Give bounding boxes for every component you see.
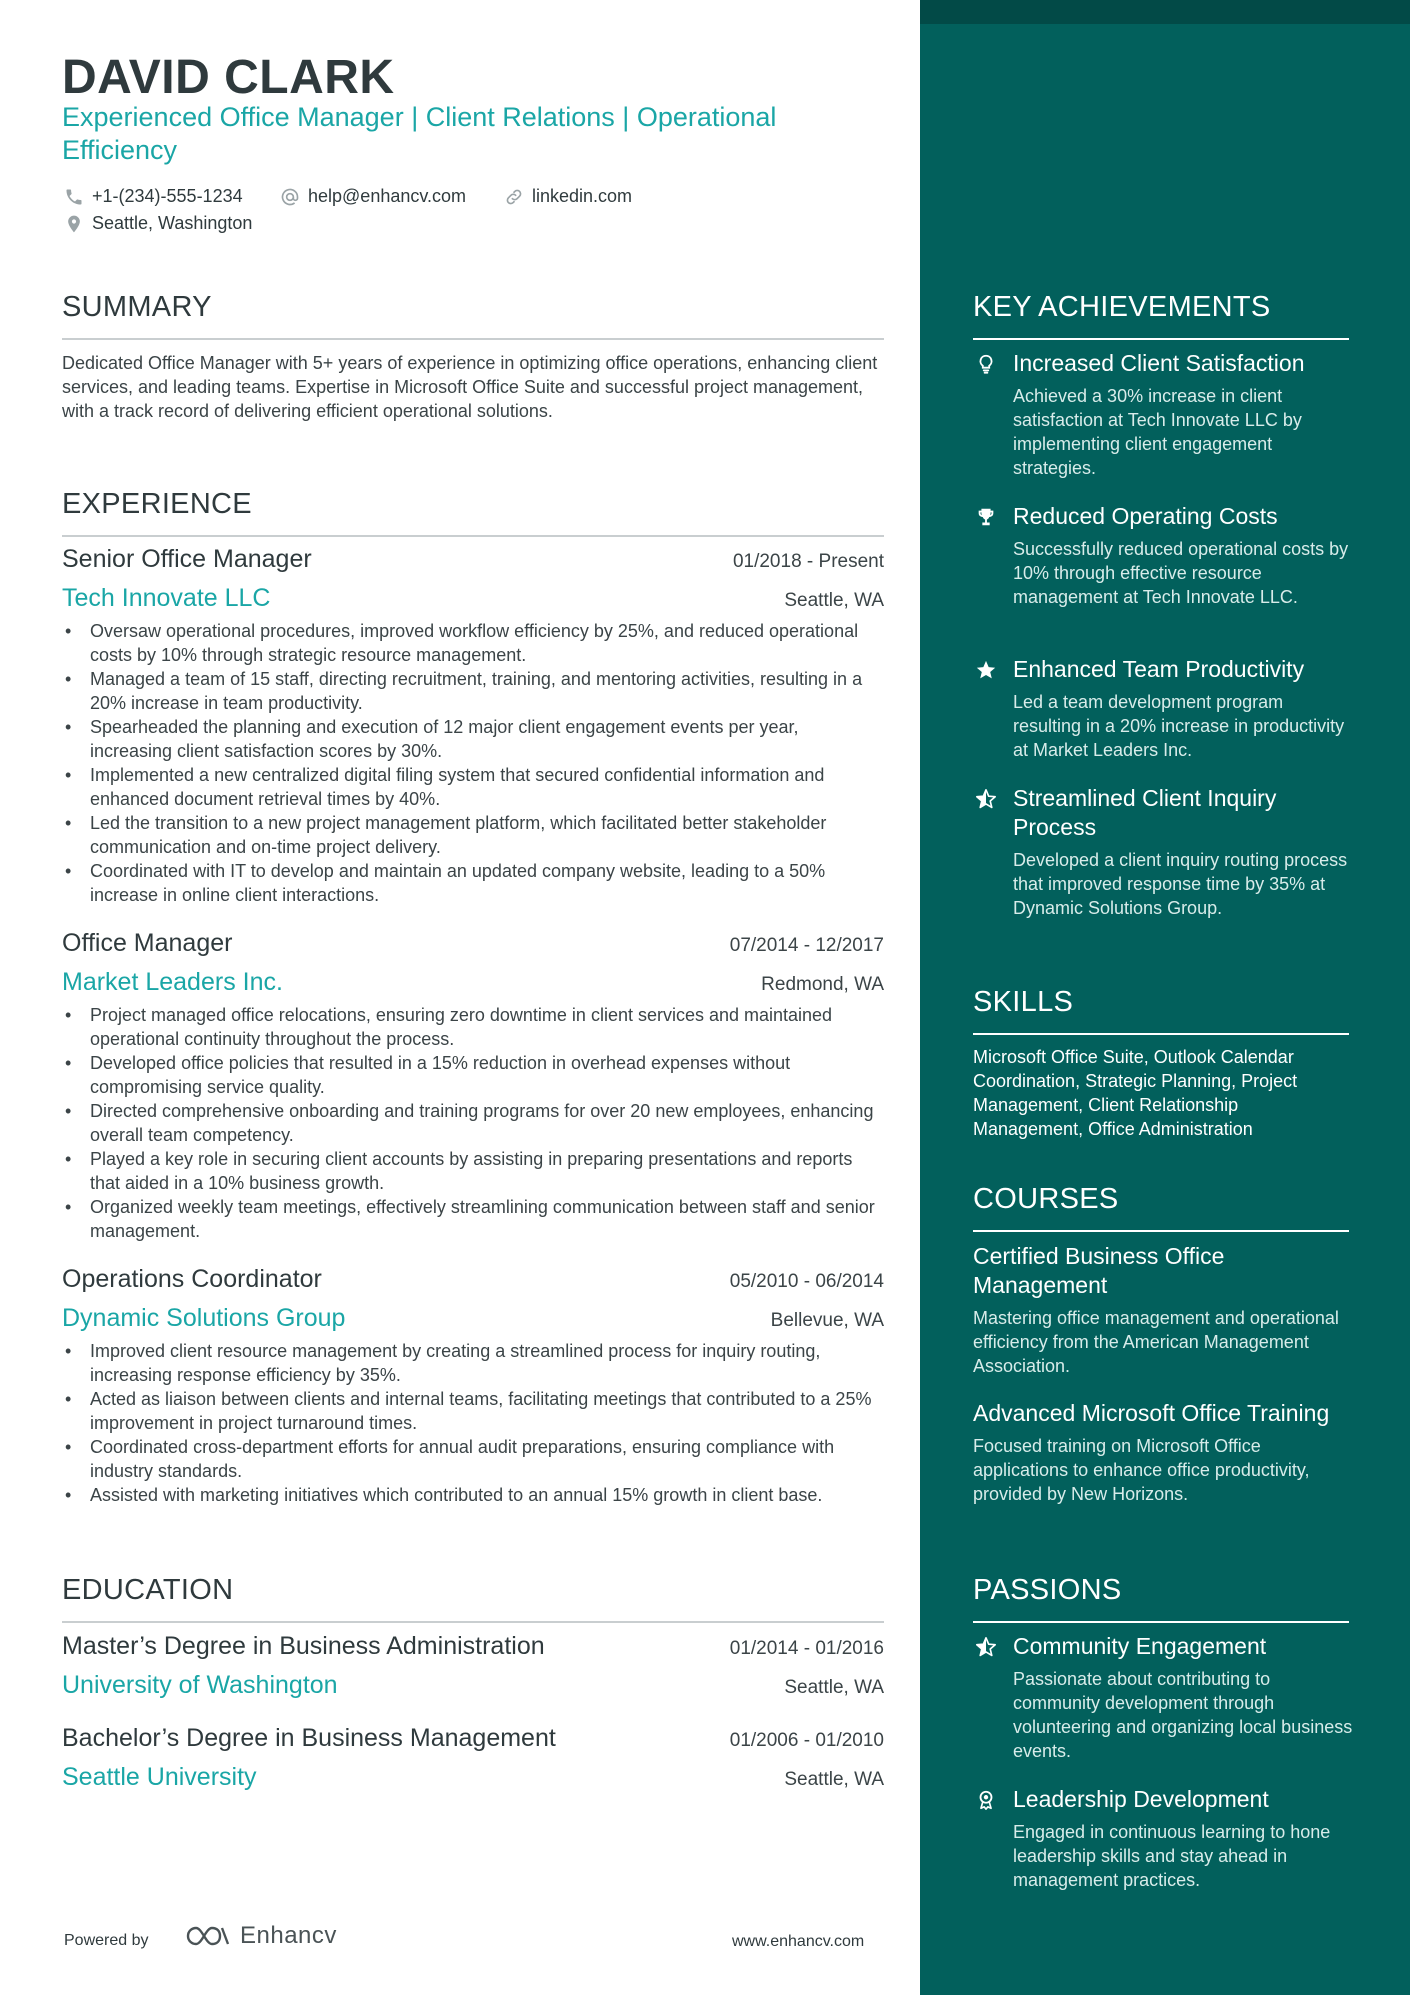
job-entry xyxy=(62,1265,884,1507)
location-pin-icon xyxy=(64,214,84,234)
half-star-icon xyxy=(973,1632,999,1660)
passions-heading: PASSIONS xyxy=(973,1574,1349,1623)
achievement-item xyxy=(973,502,1353,609)
contact-email xyxy=(280,186,466,207)
education-entry xyxy=(62,1724,884,1792)
powered-by-label: Powered by xyxy=(64,1932,149,1949)
job-bullets xyxy=(62,1339,884,1507)
job-location: Seattle, WA xyxy=(784,590,884,611)
brand-name: Enhancv xyxy=(240,1922,337,1949)
enhancv-logo-icon xyxy=(184,1922,232,1950)
edu-location: Seattle, WA xyxy=(784,1769,884,1790)
job-title: Operations Coordinator xyxy=(62,1265,322,1293)
candidate-name: DAVID CLARK xyxy=(62,51,395,104)
job-bullets xyxy=(62,619,884,907)
edu-dates: 01/2006 - 01/2010 xyxy=(729,1730,884,1751)
achievement-title: Increased Client Satisfaction xyxy=(1013,350,1305,376)
headline: Experienced Office Manager | Client Relations | Operational Efficiency xyxy=(62,102,777,165)
contact-linkedin xyxy=(504,186,632,207)
achievement-title: Streamlined Client Inquiry Process xyxy=(1013,785,1277,840)
job-dates: 01/2018 - Present xyxy=(732,551,884,572)
job-entry xyxy=(62,929,884,1243)
achievement-desc: Led a team development program resulting in a 20% increase in productivity at Market Leaders Inc. xyxy=(1013,692,1345,760)
passion-item xyxy=(973,1785,1353,1892)
bullet-item: • Directed comprehensive onboarding and training programs for over 20 new employees, enhancing overall team competency. xyxy=(62,1099,884,1147)
medal-icon xyxy=(973,1785,999,1813)
course-desc: Mastering office management and operational efficiency from the American Management Association. xyxy=(973,1308,1339,1376)
achievement-item xyxy=(973,655,1353,762)
website-link[interactable]: www.enhancv.com xyxy=(732,1933,865,1950)
job-dates: 07/2014 - 12/2017 xyxy=(729,935,884,956)
bullet-item: • Implemented a new centralized digital filing system that secured confidential information and enhanced document retrieval times by 40%. xyxy=(62,763,884,811)
degree-title: Master’s Degree in Business Administration xyxy=(62,1632,545,1660)
bullet-item: • Project managed office relocations, ensuring zero downtime in client services and maintained operational continuity throughout the process. xyxy=(62,1003,884,1051)
job-bullets xyxy=(62,1003,884,1243)
job-title: Senior Office Manager xyxy=(62,545,312,573)
achievement-item xyxy=(973,784,1353,920)
bullet-item: • Developed office policies that resulted in a 15% reduction in overhead expenses without compromising service quality. xyxy=(62,1051,884,1099)
bullet-item: • Led the transition to a new project management platform, which facilitated better stakeholder communication and on-time project delivery. xyxy=(62,811,884,859)
school-name: University of Washington xyxy=(62,1671,338,1699)
achievement-desc: Achieved a 30% increase in client satisfaction at Tech Innovate LLC by implementing client engagement strategies. xyxy=(1013,386,1302,478)
linkedin-link[interactable]: linkedin.com xyxy=(532,186,633,206)
bullet-item: • Organized weekly team meetings, effectively streamlining communication between staff and senior management. xyxy=(62,1195,884,1243)
passion-desc: Passionate about contributing to community development through volunteering and organizing local business events. xyxy=(1013,1669,1353,1761)
bullet-item: • Acted as liaison between clients and internal teams, facilitating meetings that contributed to a 25% improvement in project turnaround times. xyxy=(62,1387,884,1435)
bullet-item: • Spearheaded the planning and execution of 12 major client engagement events per year, increasing client satisfaction scores by 30%. xyxy=(62,715,884,763)
summary-text: Dedicated Office Manager with 5+ years of experience in optimizing office operations, enhancing client services, and leading teams. Expertise in Microsoft Office Suite and successful project management, with a track record of delivering efficient operational solutions. xyxy=(62,353,878,421)
achievement-desc: Successfully reduced operational costs by 10% through effective resource management at Tech Innovate LLC. xyxy=(1013,539,1349,607)
job-location: Bellevue, WA xyxy=(770,1310,884,1331)
skills-text: Microsoft Office Suite, Outlook Calendar Coordination, Strategic Planning, Project Management, Client Relationship Management, Office Administration xyxy=(973,1047,1298,1139)
enhancv-logo[interactable] xyxy=(184,1922,337,1950)
bullet-item: • Assisted with marketing initiatives which contributed to an annual 15% growth in client base. xyxy=(62,1483,884,1507)
job-entry xyxy=(62,545,884,907)
education-heading: EDUCATION xyxy=(62,1574,884,1623)
bullet-item: • Coordinated cross-department efforts for annual audit preparations, ensuring compliance with industry standards. xyxy=(62,1435,884,1483)
experience-heading: EXPERIENCE xyxy=(62,488,884,537)
lightbulb-icon xyxy=(973,349,999,377)
education-entry xyxy=(62,1632,884,1700)
achievement-desc: Developed a client inquiry routing process that improved response time by 35% at Dynamic Solutions Group. xyxy=(1013,850,1348,918)
course-item xyxy=(973,1242,1353,1378)
passion-item xyxy=(973,1632,1353,1763)
contact-phone xyxy=(64,186,243,207)
summary-heading: SUMMARY xyxy=(62,291,884,340)
phone-icon xyxy=(64,187,84,207)
job-location: Redmond, WA xyxy=(761,974,884,995)
email-link[interactable]: help@enhancv.com xyxy=(308,186,467,206)
at-icon xyxy=(280,187,300,207)
degree-title: Bachelor’s Degree in Business Management xyxy=(62,1724,556,1752)
company-name: Dynamic Solutions Group xyxy=(62,1304,346,1332)
achievement-title: Enhanced Team Productivity xyxy=(1013,656,1305,682)
edu-dates: 01/2014 - 01/2016 xyxy=(729,1638,884,1659)
contact-location xyxy=(64,213,252,234)
course-item xyxy=(973,1399,1353,1506)
bullet-item: • Improved client resource management by creating a streamlined process for inquiry routing, increasing response efficiency by 35%. xyxy=(62,1339,884,1387)
trophy-icon xyxy=(973,502,999,530)
achievement-item xyxy=(973,349,1353,480)
edu-location: Seattle, WA xyxy=(784,1677,884,1698)
phone-text[interactable]: +1-(234)-555-1234 xyxy=(92,186,243,206)
passion-desc: Engaged in continuous learning to hone leadership skills and stay ahead in management practices. xyxy=(1013,1822,1331,1890)
passion-title: Community Engagement xyxy=(1013,1633,1267,1659)
job-dates: 05/2010 - 06/2014 xyxy=(729,1271,884,1292)
star-icon xyxy=(973,655,999,683)
bullet-item: • Coordinated with IT to develop and maintain an updated company website, leading to a 50% increase in online client interactions. xyxy=(62,859,884,907)
passion-title: Leadership Development xyxy=(1013,1786,1269,1812)
bullet-item: • Played a key role in securing client accounts by assisting in preparing presentations and reports that aided in a 10% business growth. xyxy=(62,1147,884,1195)
bullet-item: • Managed a team of 15 staff, directing recruitment, training, and mentoring activities, resulting in a 20% increase in team productivity. xyxy=(62,667,884,715)
location-text: Seattle, Washington xyxy=(92,213,253,233)
school-name: Seattle University xyxy=(62,1763,257,1791)
achievement-title: Reduced Operating Costs xyxy=(1013,503,1278,529)
key-achievements-heading: KEY ACHIEVEMENTS xyxy=(973,291,1349,340)
job-title: Office Manager xyxy=(62,929,233,957)
sidebar-top-bar xyxy=(920,0,1410,24)
courses-heading: COURSES xyxy=(973,1183,1349,1232)
course-title: Advanced Microsoft Office Training xyxy=(973,1400,1330,1426)
course-desc: Focused training on Microsoft Office applications to enhance office productivity, provided by New Horizons. xyxy=(973,1436,1310,1504)
bullet-item: • Oversaw operational procedures, improved workflow efficiency by 25%, and reduced operational costs by 10% through strategic resource management. xyxy=(62,619,884,667)
company-name: Tech Innovate LLC xyxy=(62,584,271,612)
course-title: Certified Business Office Management xyxy=(973,1243,1225,1298)
link-icon xyxy=(504,187,524,207)
half-star-icon xyxy=(973,784,999,812)
skills-heading: SKILLS xyxy=(973,986,1349,1035)
company-name: Market Leaders Inc. xyxy=(62,968,283,996)
